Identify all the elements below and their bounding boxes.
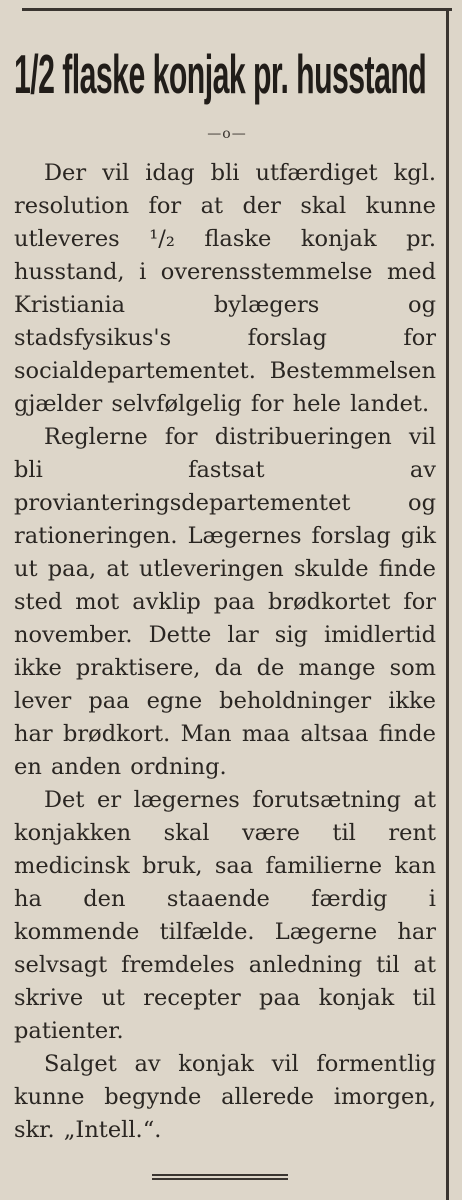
paragraph-2: Reglerne for distribueringen vil bli fastsat av provianteringsdepartementet og rationeringen. Lægernes forslag gik ut paa, at utleveringen skulde finde sted mot avklip paa brødkortet for november. Dette lar sig imidlertid ikke praktisere, da de mange som lever paa egne beholdninger ikke har brødkort. Man maa altsaa finde en anden ordning.: [14, 424, 436, 780]
bottom-rule: [152, 1174, 288, 1180]
paragraph-4: Salget av konjak vil formentlig kunne begynde allerede imorgen, skr. „Intell.“.: [14, 1051, 436, 1143]
paragraph-3: Det er lægernes forutsætning at konjakken skal være til rent medicinsk bruk, saa familierne kan ha den staaende færdig i kommende tilfælde. Lægerne har selvsagt fremdeles anledning til at skrive ut recepter paa konjak til patienter.: [14, 787, 436, 1044]
column-rule: [446, 8, 449, 1200]
article-headline: 1/2 flaske konjak pr. husstand: [14, 43, 427, 105]
top-rule: [22, 8, 452, 11]
paragraph-1: Der vil idag bli utfærdiget kgl. resolution for at der skal kunne utleveres ¹/₂ flaske konjak pr. husstand, i overensstemmelse med Kristiania bylægers og stadsfysikus's forslag for socialdepartementet. Bestemmelsen gjælder selvfølgelig for hele landet.: [14, 160, 436, 417]
article-body: [14, 157, 436, 1147]
separator-ornament: —o—: [207, 126, 247, 142]
